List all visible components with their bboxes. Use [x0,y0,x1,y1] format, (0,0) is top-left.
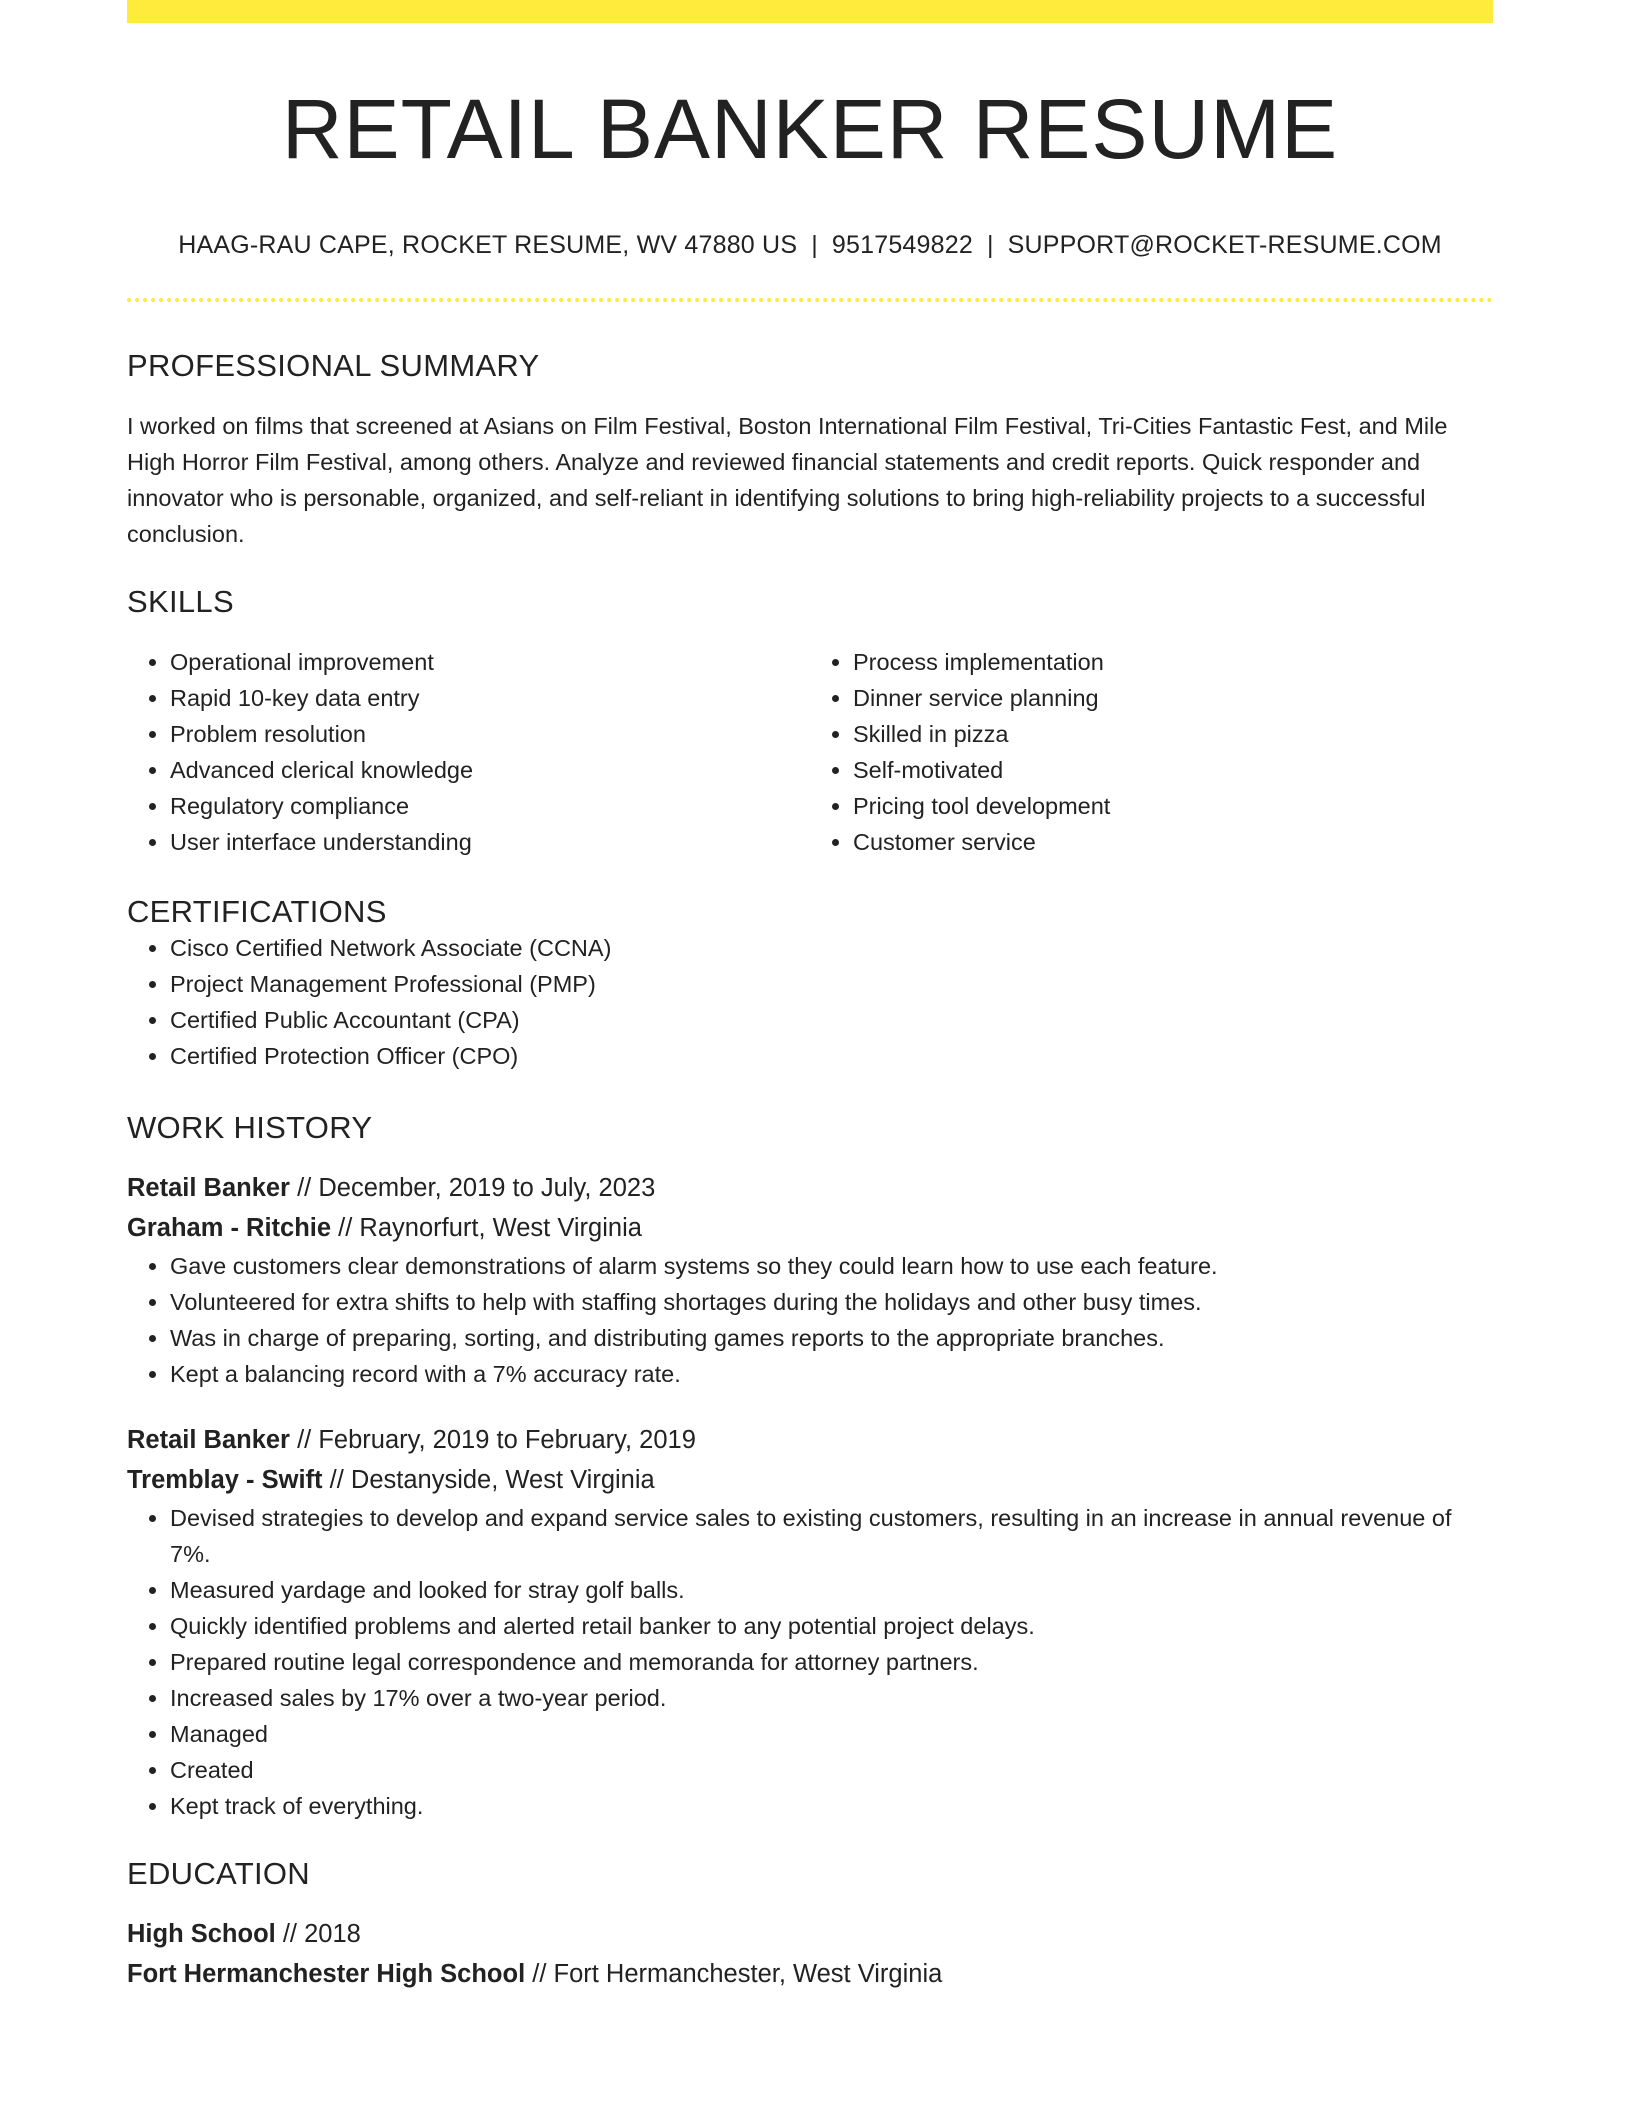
job-bullets [127,1248,1493,1392]
divider-slashes: // [338,1214,353,1243]
summary-text: I worked on films that screened at Asians on Film Festival, Boston International Film Festival, Tri-Cities Fantastic Fest, and Mile High Horror Film Festival, among others. Analyze and reviewed financial statements and credit reports. Quick responder and innovator who is personable, organized, and self-reliant in identifying solutions to bring high-reliability projects to a successful conclusion. [127,413,1448,548]
certification-item: • Cisco Certified Network Associate (CCNA) [170,930,1493,966]
certifications-heading: CERTIFICATIONS [127,894,387,930]
education-degree-line [127,1914,1493,1954]
contact-separator: | [986,231,994,260]
job-bullet: • Increased sales by 17% over a two-year period. [170,1680,1493,1716]
skill-item: • Process implementation [853,644,1493,680]
divider-slashes: // [329,1466,344,1495]
contact-separator: | [811,231,818,260]
job-location: Raynorfurt, West Virginia [359,1214,642,1243]
job-dates: February, 2019 to February, 2019 [318,1426,696,1455]
skill-item: • Pricing tool development [853,788,1493,824]
skill-item: • Problem resolution [170,716,810,752]
skills-list-left [127,644,810,860]
job-company-line [127,1460,1493,1500]
work-history-heading: WORK HISTORY [127,1110,373,1146]
contact-phone: 9517549822 [831,231,973,260]
job-title-line [127,1168,1493,1208]
job-title: Retail Banker [127,1426,290,1455]
job-location: Destanyside, West Virginia [350,1466,655,1495]
education-year: 2018 [304,1920,361,1949]
job-entry [127,1420,1493,1824]
top-accent-bar [127,0,1493,23]
education-location: Fort Hermanchester, West Virginia [553,1960,943,1989]
job-title: Retail Banker [127,1174,290,1203]
divider-slashes: // [532,1960,547,1989]
education-school: Fort Hermanchester High School [127,1960,526,1989]
skills-heading: SKILLS [127,584,234,620]
divider-slashes: // [297,1174,312,1203]
job-bullet: • Quickly identified problems and alerted retail banker to any potential project delays. [170,1608,1493,1644]
education-heading: EDUCATION [127,1856,310,1892]
header-divider [127,298,1493,302]
skills-list-right [810,644,1493,860]
job-company: Tremblay - Swift [127,1466,323,1495]
job-bullet: • Gave customers clear demonstrations of alarm systems so they could learn how to use each feature. [170,1248,1493,1284]
certification-item: • Project Management Professional (PMP) [170,966,1493,1002]
skill-item: • User interface understanding [170,824,810,860]
certification-item: • Certified Protection Officer (CPO) [170,1038,1493,1074]
education-school-line [127,1954,1493,1994]
skill-item: • Dinner service planning [853,680,1493,716]
skill-item: • Advanced clerical knowledge [170,752,810,788]
job-bullet: • Prepared routine legal correspondence and memoranda for attorney partners. [170,1644,1493,1680]
divider-slashes: // [282,1920,298,1949]
skill-item: • Customer service [853,824,1493,860]
job-bullets [127,1500,1493,1824]
contact-line [127,231,1493,260]
education-degree: High School [127,1920,276,1949]
resume-title: RETAIL BANKER RESUME [281,82,1339,176]
job-bullet: • Was in charge of preparing, sorting, and distributing games reports to the appropriate branches. [170,1320,1493,1356]
job-entry [127,1168,1493,1392]
job-bullet: • Managed [170,1716,1493,1752]
summary-heading: PROFESSIONAL SUMMARY [127,348,540,384]
job-bullet: • Volunteered for extra shifts to help with staffing shortages during the holidays and other busy times. [170,1284,1493,1320]
skill-item: • Regulatory compliance [170,788,810,824]
contact-address: HAAG-RAU CAPE, ROCKET RESUME, WV 47880 US [178,231,798,260]
education-entry [127,1914,1493,1994]
job-bullet: • Kept a balancing record with a 7% accuracy rate. [170,1356,1493,1392]
contact-email: SUPPORT@ROCKET-RESUME.COM [1007,231,1442,260]
job-title-line [127,1420,1493,1460]
certification-item: • Certified Public Accountant (CPA) [170,1002,1493,1038]
job-bullet: • Created [170,1752,1493,1788]
job-company: Graham - Ritchie [127,1214,332,1243]
skill-item: • Self-motivated [853,752,1493,788]
job-bullet: • Devised strategies to develop and expand service sales to existing customers, resulting in an increase in annual revenue of 7%. [170,1500,1493,1572]
job-bullet: • Measured yardage and looked for stray golf balls. [170,1572,1493,1608]
skill-item: • Skilled in pizza [853,716,1493,752]
skill-item: • Rapid 10-key data entry [170,680,810,716]
resume-page [127,0,1493,1994]
job-dates: December, 2019 to July, 2023 [318,1174,656,1203]
divider-slashes: // [297,1426,312,1455]
skill-item: • Operational improvement [170,644,810,680]
skills-grid [127,644,1493,860]
job-bullet: • Kept track of everything. [170,1788,1493,1824]
job-company-line [127,1208,1493,1248]
certifications-list [127,930,1493,1074]
